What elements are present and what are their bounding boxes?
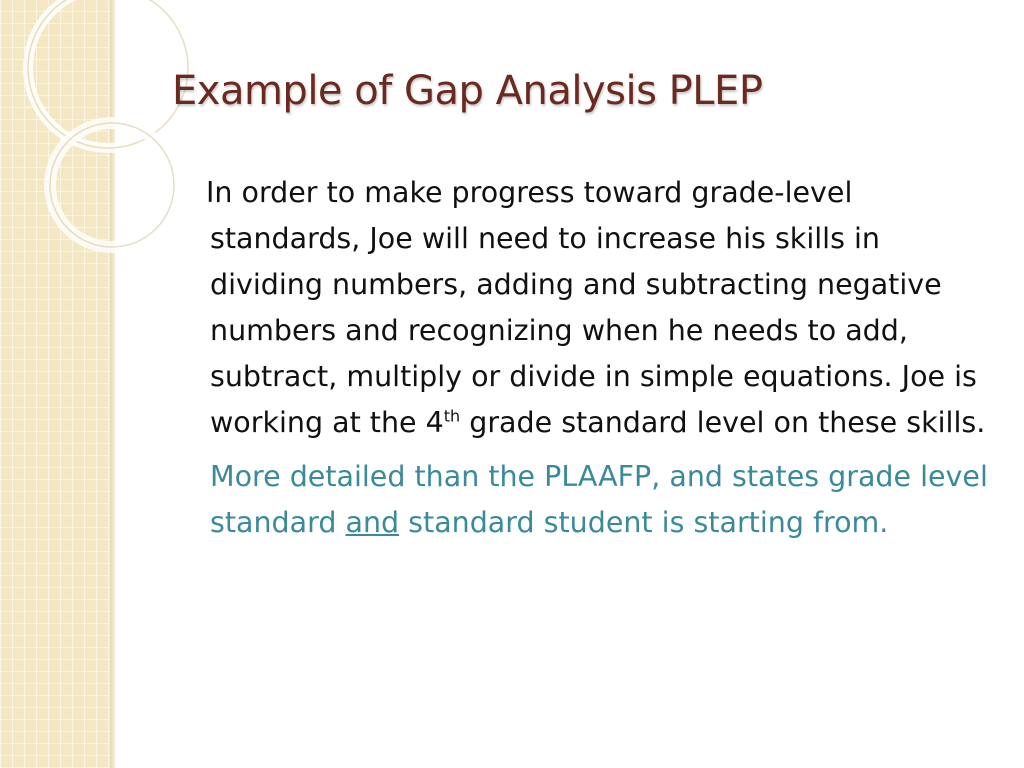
explanation-text-part-1: More detailed than the PLAAFP, and states grade level standard — [210, 460, 988, 539]
ordinal-superscript: th — [443, 406, 461, 426]
plep-text-part-1: In order to make progress toward grade-level standards, Joe will need to increase his skills in dividing numbers, adding and subtracting negative numbers and recognizing when he needs to add, subtract, multiply or divide in simple equations. Joe is working at the 4 — [206, 176, 977, 439]
decorative-circles-graphic — [0, 0, 200, 300]
plep-text-part-2: grade standard level on these skills. — [460, 406, 986, 439]
explanation-text-part-2: standard student is starting from. — [399, 506, 889, 539]
underlined-word: and — [345, 506, 400, 539]
slide-body — [206, 170, 990, 546]
slide-title: Example of Gap Analysis PLEP — [172, 68, 763, 114]
paragraph-plep-statement — [206, 170, 990, 446]
paragraph-explanation — [210, 454, 990, 546]
